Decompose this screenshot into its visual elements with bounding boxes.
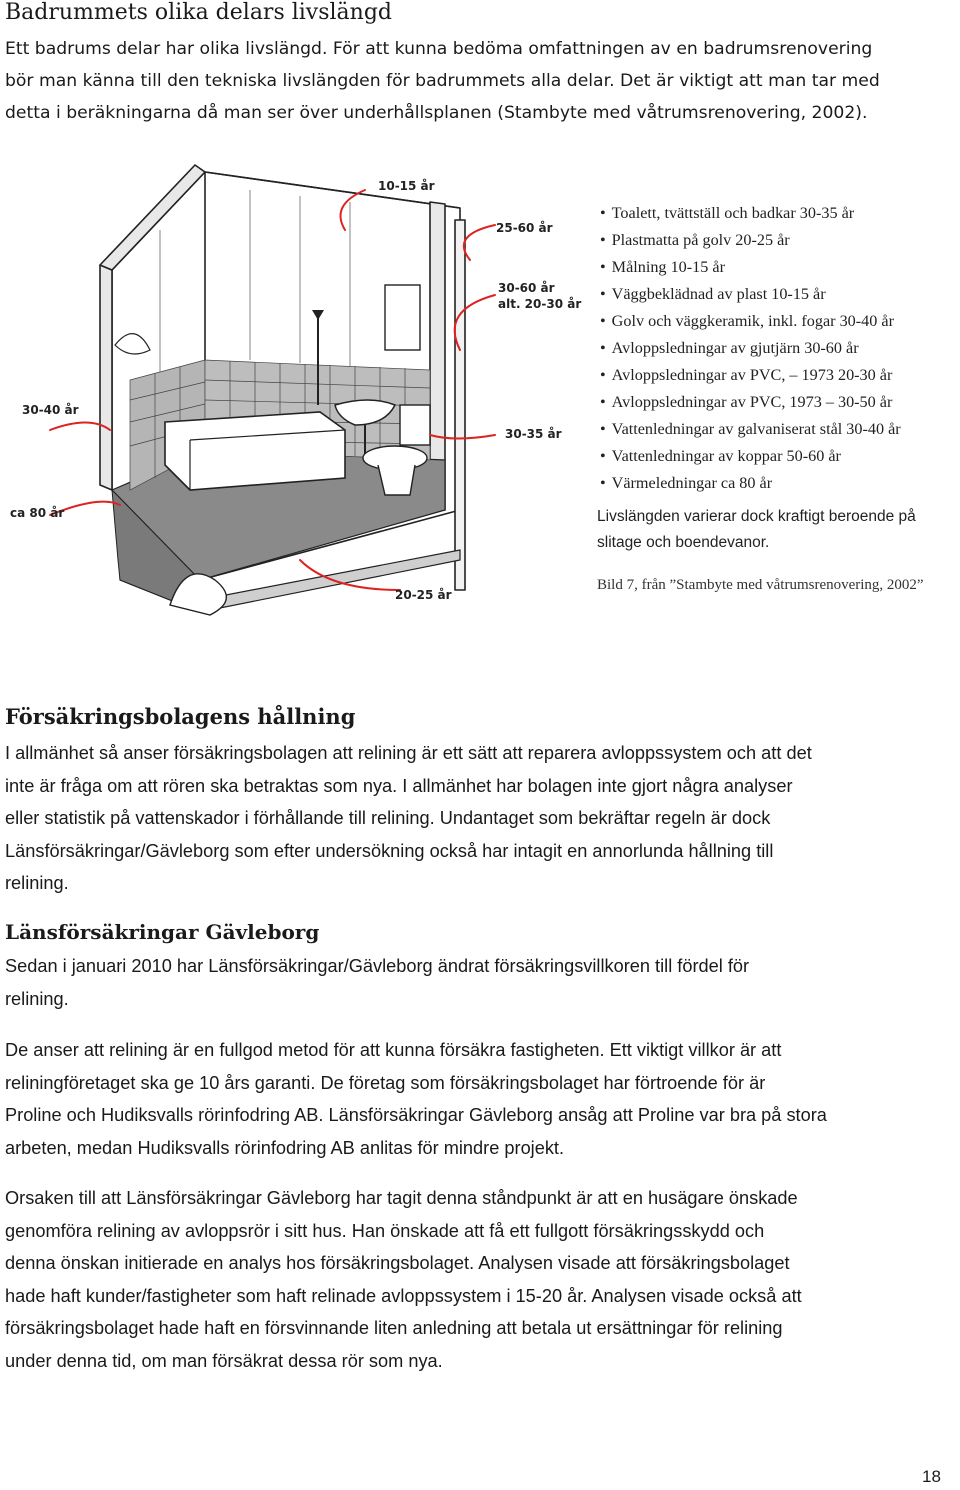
lans-paragraph-3 [5, 1182, 960, 1378]
paragraph-line: arbeten, medan Hudiksvalls rörinfodring AB anlitas för mindre projekt. [5, 1137, 565, 1158]
legend-item: • Väggbeklädnad av plast 10-15 år [600, 281, 960, 308]
paragraph-line: Orsaken till att Länsförsäkringar Gävleborg har tagit denna ståndpunkt är att en husägare önskade [5, 1188, 798, 1208]
paragraph-line: genomföra relining av avloppsrör i sitt hus. Han önskade att få ett fullgott försäkringsskydd och [5, 1220, 765, 1241]
label-left-wall: 30-40 år [22, 403, 79, 417]
page-number: 18 [922, 1467, 941, 1486]
label-fixtures: 30-35 år [505, 427, 562, 441]
intro-line: bör man känna till den tekniska livslängden för badrummets alla delar. Det är viktigt att man tar med [5, 71, 880, 91]
paragraph-line: De anser att relining är en fullgod metod för att kunna försäkra fastigheten. Ett viktigt villkor är att [5, 1040, 782, 1060]
legend-item: • Avloppsledningar av gjutjärn 30-60 år [600, 335, 960, 362]
paragraph-line: Proline och Hudiksvalls rörinfodring AB. Länsförsäkringar Gävleborg ansåg att Proline var bra på stora [5, 1105, 827, 1126]
paragraph-line: denna önskan initierade en analys hos försäkringsbolaget. Analysen visade att försäkringsbolaget [5, 1253, 790, 1274]
legend-item: • Plastmatta på golv 20-25 år [600, 227, 960, 254]
bathtub [165, 412, 345, 490]
paragraph-line: Länsförsäkringar/Gävleborg som efter undersökning också har intagit en annorlunda hållning till [5, 840, 774, 861]
label-pipe: ca 80 år [10, 506, 65, 520]
legend-item: • Målning 10-15 år [600, 254, 960, 281]
mirror [385, 285, 420, 350]
legend-item: • Värmeledningar ca 80 år [600, 470, 960, 497]
paragraph-line: hade haft kunder/fastigheter som haft relinade avloppssystem i 15-20 år. Analysen visade också att [5, 1285, 802, 1306]
legend-item: • Golv och väggkeramik, inkl. fogar 30-40 år [600, 308, 960, 335]
legend-item: • Vattenledningar av koppar 50-60 år [600, 443, 960, 470]
label-wall-a: 30-60 år [498, 281, 555, 295]
paragraph-line: relining. [5, 988, 69, 1009]
section-title-lifespan: Badrummets olika delars livslängd [5, 0, 393, 25]
label-upper-wall: 25-60 år [496, 221, 553, 235]
label-ceiling: 10-15 år [378, 179, 435, 193]
bathroom-illustration [0, 160, 600, 650]
label-wall-b: alt. 20-30 år [498, 297, 582, 311]
lans-paragraph-1 [5, 950, 960, 1015]
legend-item: • Avloppsledningar av PVC, – 1973 20-30 år [600, 362, 960, 389]
toilet-tank [400, 405, 430, 445]
paragraph-line: under denna tid, om man försäkrat dessa rör som nya. [5, 1350, 443, 1371]
insurers-paragraph [5, 737, 960, 900]
legend-item: • Toalett, tvättställ och badkar 30-35 år [600, 200, 960, 227]
arrow-upper-wall [464, 225, 495, 260]
lans-paragraph-2 [5, 1034, 960, 1164]
paragraph-line: relining. [5, 873, 69, 894]
legend-item: • Avloppsledningar av PVC, 1973 – 30-50 år [600, 389, 960, 416]
paragraph-line: försäkringsbolaget hade haft en försvinnande liten anledning att betala ut ersättningar för relining [5, 1318, 783, 1339]
intro-paragraph [5, 33, 955, 129]
legend-note-line: slitage och boendevanor. [597, 534, 770, 551]
section-title-insurers: Försäkringsbolagens hållning [5, 704, 356, 729]
paragraph-line: eller statistik på vattenskador i förhållande till relining. Undantaget som bekräftar regeln är dock [5, 808, 771, 829]
legend-note [597, 504, 957, 556]
figure-caption: Bild 7, från ”Stambyte med våtrumsrenovering, 2002” [597, 577, 924, 593]
paragraph-line: reliningföretaget ska ge 10 års garanti. De företag som försäkringsbolaget har förtroende för är [5, 1072, 766, 1093]
intro-line: detta i beräkningarna då man ser över underhållsplanen (Stambyte med våtrumsrenovering, 2002). [5, 103, 868, 123]
legend-note-line: Livslängden varierar dock kraftigt beroende på [597, 508, 916, 525]
left-wall-slab [100, 265, 112, 490]
paragraph-line: Sedan i januari 2010 har Länsförsäkringar/Gävleborg ändrat försäkringsvillkoren till fördel för [5, 956, 750, 976]
paragraph-line: inte är fråga om att rören ska betraktas som nya. I allmänhet har bolagen inte gjort några analyser [5, 775, 793, 796]
label-floor: 20-25 år [395, 588, 452, 602]
legend-item: • Vattenledningar av galvaniserat stål 30-40 år [600, 416, 960, 443]
drain-pipe [455, 220, 465, 590]
lifespan-legend [600, 200, 960, 497]
intro-line: Ett badrums delar har olika livslängd. För att kunna bedöma omfattningen av en badrumsrenovering [5, 39, 873, 59]
section-title-lansforsakringar: Länsförsäkringar Gävleborg [5, 920, 320, 944]
paragraph-line: I allmänhet så anser försäkringsbolagen att relining är ett sätt att reparera avloppssystem och att det [5, 743, 812, 763]
